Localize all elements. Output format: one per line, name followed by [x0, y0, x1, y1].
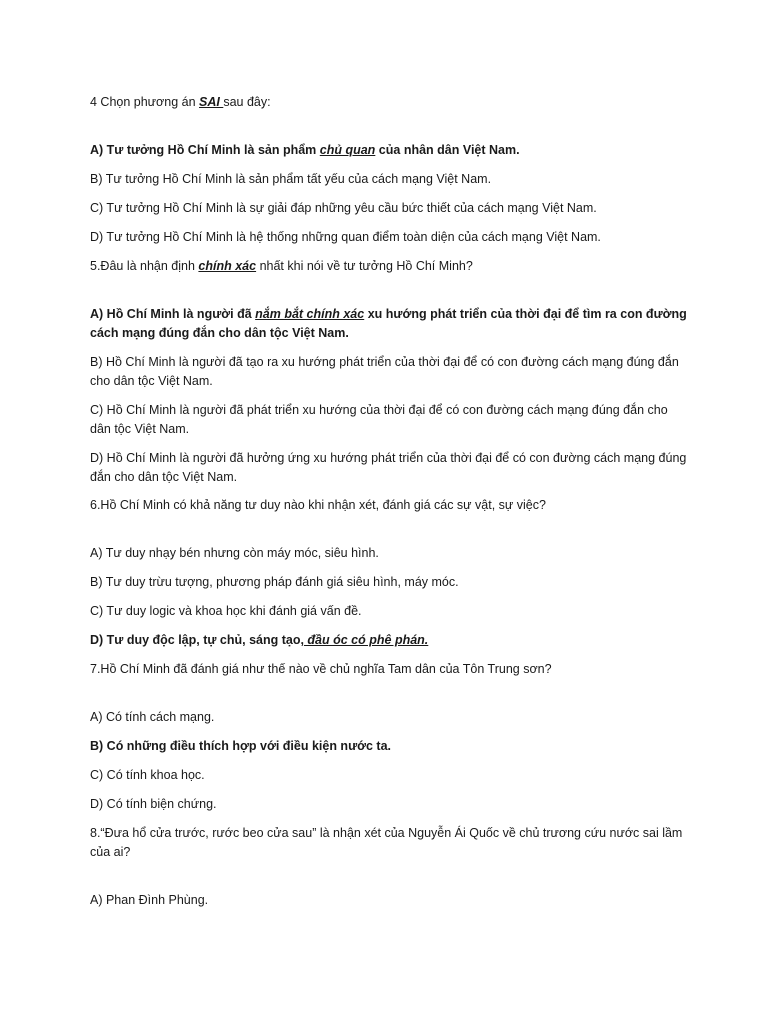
emphasis: nắm bắt chính xác: [255, 307, 365, 321]
option-a-answer: A) Hồ Chí Minh là người đã nắm bắt chính xác xu hướng phát triển của thời đại để tìm ra con đường cách mạng đúng đắn cho dân tộc Việt Nam.: [90, 307, 687, 340]
option-d: D) Tư tưởng Hồ Chí Minh là hệ thống những quan điểm toàn diện của cách mạng Việt Nam.: [90, 230, 601, 244]
question-7: 7.Hồ Chí Minh đã đánh giá như thế nào về chủ nghĩa Tam dân của Tôn Trung sơn?: [90, 662, 552, 676]
option-c: C) Tư duy logic và khoa học khi đánh giá vấn đề.: [90, 604, 362, 618]
question-6: 6.Hồ Chí Minh có khả năng tư duy nào khi nhận xét, đánh giá các sự vật, sự việc?: [90, 498, 546, 512]
option-d: D) Hồ Chí Minh là người đã hưởng ứng xu hướng phát triển của thời đại để có con đường cách mạng đúng đắn cho dân tộc Việt Nam.: [90, 451, 687, 484]
emphasis: đầu óc có phê phán.: [303, 633, 429, 647]
option-b: B) Tư duy trừu tượng, phương pháp đánh giá siêu hình, máy móc.: [90, 575, 459, 589]
option-b: B) Hồ Chí Minh là người đã tạo ra xu hướng phát triển của thời đại để có con đường cách mạng đúng đắn cho dân tộc Việt Nam.: [90, 355, 679, 388]
option-c: C) Tư tưởng Hồ Chí Minh là sự giải đáp những yêu cầu bức thiết của cách mạng Việt Nam.: [90, 201, 597, 215]
option-b: B) Tư tưởng Hồ Chí Minh là sản phẩm tất yếu của cách mạng Việt Nam.: [90, 172, 492, 186]
option-d: D) Có tính biện chứng.: [90, 797, 217, 811]
question-4: 4 Chọn phương án SAI sau đây:: [90, 95, 271, 109]
question-5: 5.Đâu là nhận định chính xác nhất khi nói về tư tưởng Hồ Chí Minh?: [90, 259, 473, 273]
emphasis: SAI: [199, 95, 224, 109]
option-a: A) Tư duy nhạy bén nhưng còn máy móc, siêu hình.: [90, 546, 379, 560]
emphasis: chính xác: [198, 259, 257, 273]
emphasis: chủ quan: [319, 143, 376, 157]
option-a: A) Phan Đình Phùng.: [90, 893, 209, 907]
question-8: 8.“Đưa hổ cửa trước, rước beo cửa sau” là nhận xét của Nguyễn Ái Quốc về chủ trương cứu nước sai lầm của ai?: [90, 826, 683, 859]
option-a-answer: A) Tư tưởng Hồ Chí Minh là sản phẩm chủ quan của nhân dân Việt Nam.: [90, 143, 520, 157]
option-a: A) Có tính cách mạng.: [90, 710, 215, 724]
option-c: C) Có tính khoa học.: [90, 768, 205, 782]
option-c: C) Hồ Chí Minh là người đã phát triển xu hướng của thời đại để có con đường cách mạng đúng đắn cho dân tộc Việt Nam.: [90, 403, 668, 436]
option-d-answer: D) Tư duy độc lập, tự chủ, sáng tạo, đầu óc có phê phán.: [90, 633, 429, 647]
option-b-answer: B) Có những điều thích hợp với điều kiện nước ta.: [90, 739, 392, 753]
